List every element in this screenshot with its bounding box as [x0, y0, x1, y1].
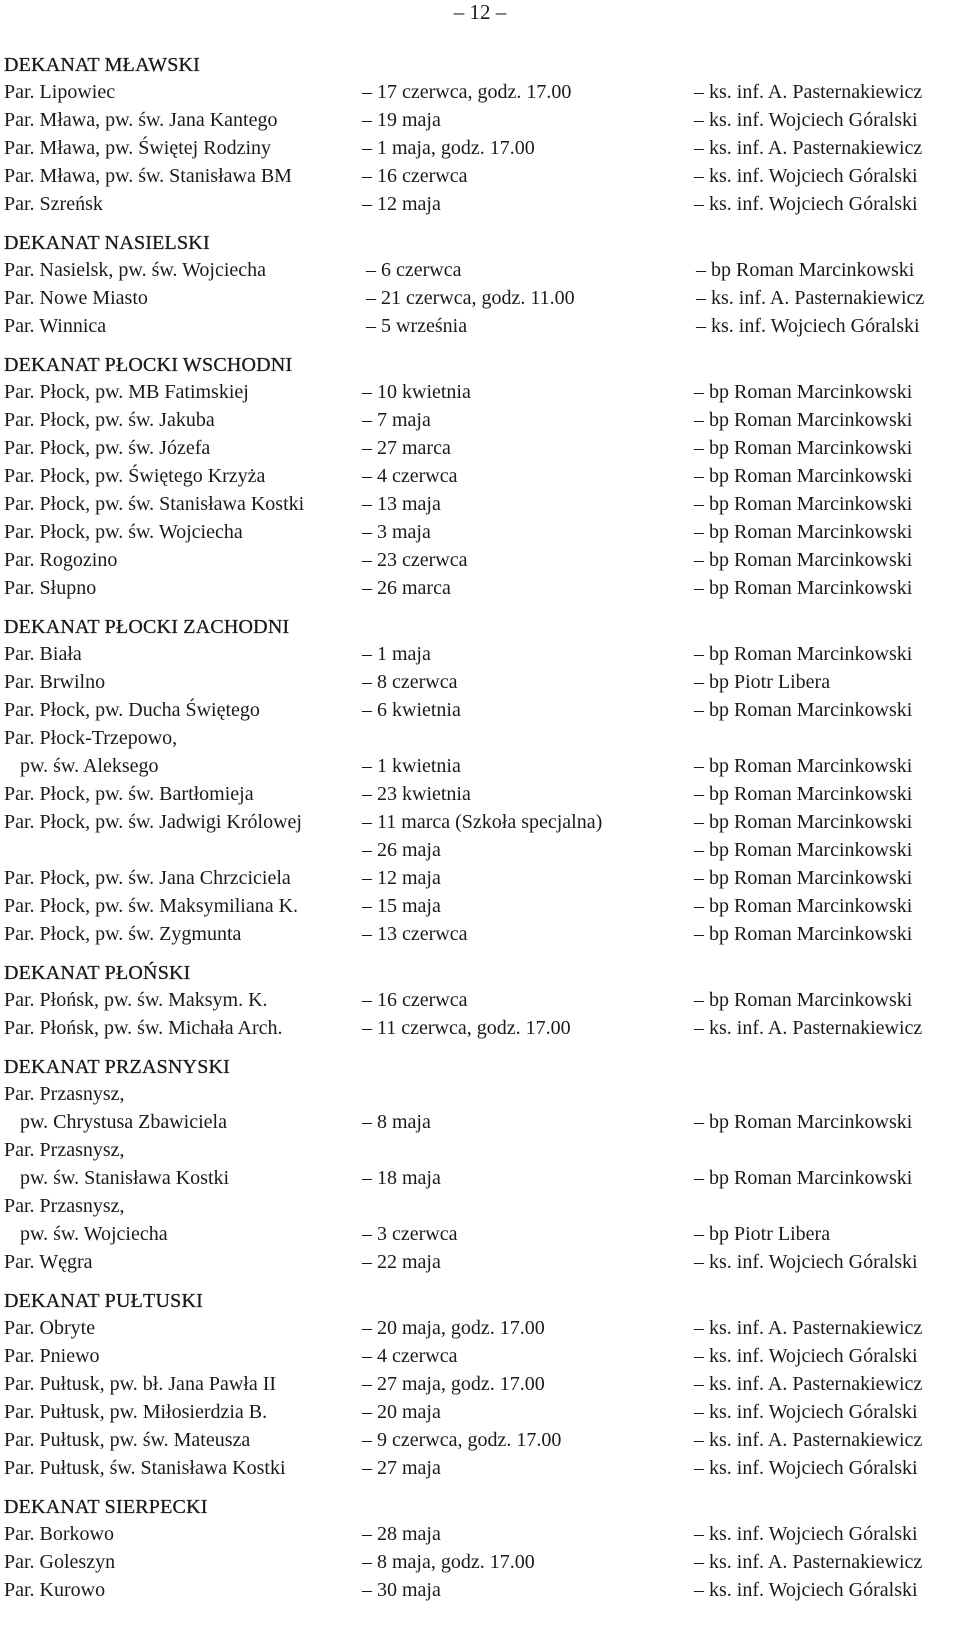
- celebrant-name: – ks. inf. Wojciech Góralski: [694, 109, 918, 131]
- celebrant-name: – ks. inf. A. Pasternakiewicz: [694, 1429, 923, 1451]
- confirmation-date: – 17 czerwca, godz. 17.00: [362, 81, 572, 103]
- parish-name: Par. Słupno: [4, 577, 97, 599]
- schedule-row: [4, 1370, 956, 1398]
- schedule-row: [4, 1164, 956, 1192]
- schedule-row: [4, 1548, 956, 1576]
- schedule-row: [4, 490, 956, 518]
- confirmation-date: – 27 maja, godz. 17.00: [362, 1373, 545, 1395]
- parish-name: Par. Płock, pw. Świętego Krzyża: [4, 465, 266, 487]
- page-number: – 12 –: [453, 0, 507, 24]
- deanery-title: DEKANAT PRZASNYSKI: [4, 1056, 231, 1078]
- schedule-row: [4, 1080, 956, 1108]
- deanery-section: [4, 52, 956, 218]
- schedule-row: [4, 892, 956, 920]
- celebrant-name: – ks. inf. A. Pasternakiewicz: [694, 1017, 923, 1039]
- confirmation-date: – 3 czerwca: [362, 1223, 458, 1245]
- deanery-title: DEKANAT PŁOCKI WSCHODNI: [4, 354, 293, 376]
- confirmation-date: – 13 maja: [362, 493, 441, 515]
- celebrant-name: – bp Roman Marcinkowski: [694, 549, 913, 571]
- parish-name: Par. Pułtusk, pw. bł. Jana Pawła II: [4, 1373, 277, 1395]
- celebrant-name: – bp Roman Marcinkowski: [694, 577, 913, 599]
- schedule-row: [4, 162, 956, 190]
- parish-name: Par. Mława, pw. św. Stanisława BM: [4, 165, 292, 187]
- schedule-list: [4, 52, 956, 1616]
- schedule-row: [4, 1248, 956, 1276]
- celebrant-name: – ks. inf. Wojciech Góralski: [694, 1251, 918, 1273]
- confirmation-date: – 4 czerwca: [362, 1345, 458, 1367]
- confirmation-date: – 4 czerwca: [362, 465, 458, 487]
- schedule-row: [4, 1136, 956, 1164]
- parish-name: Par. Pułtusk, pw. św. Mateusza: [4, 1429, 251, 1451]
- confirmation-date: – 12 maja: [362, 193, 441, 215]
- celebrant-name: – bp Roman Marcinkowski: [694, 923, 913, 945]
- schedule-row: [4, 574, 956, 602]
- celebrant-name: – bp Roman Marcinkowski: [694, 895, 913, 917]
- schedule-row: [4, 1454, 956, 1482]
- confirmation-date: – 16 czerwca: [362, 165, 468, 187]
- schedule-row: [4, 696, 956, 724]
- parish-name: Par. Szreńsk: [4, 193, 103, 215]
- celebrant-name: – ks. inf. A. Pasternakiewicz: [694, 1373, 923, 1395]
- confirmation-date: – 10 kwietnia: [362, 381, 471, 403]
- parish-name: Par. Płock, pw. św. Zygmunta: [4, 923, 242, 945]
- schedule-row: [4, 1108, 956, 1136]
- deanery-title: DEKANAT PŁOCKI ZACHODNI: [4, 616, 290, 638]
- parish-name: pw. św. Wojciecha: [20, 1223, 168, 1245]
- parish-name: Par. Przasnysz,: [4, 1195, 125, 1217]
- schedule-row: [4, 1398, 956, 1426]
- schedule-row: [4, 462, 956, 490]
- schedule-row: [4, 106, 956, 134]
- parish-name: Par. Płock, pw. św. Jakuba: [4, 409, 215, 431]
- parish-name: Par. Płock, pw. św. Józefa: [4, 437, 211, 459]
- confirmation-date: – 13 czerwca: [362, 923, 468, 945]
- schedule-row: [4, 518, 956, 546]
- parish-name: Par. Płock, pw. MB Fatimskiej: [4, 381, 249, 403]
- schedule-row: [4, 1576, 956, 1604]
- schedule-row: [4, 836, 956, 864]
- schedule-row: [4, 1342, 956, 1370]
- schedule-row: [4, 378, 956, 406]
- celebrant-name: – ks. inf. A. Pasternakiewicz: [694, 81, 923, 103]
- confirmation-date: – 11 marca (Szkoła specjalna): [362, 811, 603, 833]
- parish-name: Par. Nowe Miasto: [4, 287, 148, 309]
- confirmation-date: – 6 kwietnia: [362, 699, 461, 721]
- celebrant-name: – ks. inf. Wojciech Góralski: [694, 1457, 918, 1479]
- schedule-row: [4, 406, 956, 434]
- parish-name: Par. Mława, pw. św. Jana Kantego: [4, 109, 278, 131]
- parish-name: pw. Chrystusa Zbawiciela: [20, 1111, 227, 1133]
- schedule-row: [4, 752, 956, 780]
- confirmation-date: – 1 maja: [362, 643, 431, 665]
- celebrant-name: – bp Piotr Libera: [694, 1223, 831, 1245]
- celebrant-name: – bp Roman Marcinkowski: [694, 465, 913, 487]
- celebrant-name: – bp Roman Marcinkowski: [694, 811, 913, 833]
- confirmation-date: – 5 września: [366, 315, 468, 337]
- parish-name: Par. Przasnysz,: [4, 1083, 125, 1105]
- schedule-row: [4, 920, 956, 948]
- schedule-row: [4, 434, 956, 462]
- confirmation-date: – 21 czerwca, godz. 11.00: [366, 287, 575, 309]
- deanery-section: [4, 1494, 956, 1604]
- celebrant-name: – ks. inf. Wojciech Góralski: [694, 1345, 918, 1367]
- confirmation-date: – 1 maja, godz. 17.00: [362, 137, 535, 159]
- schedule-row: [4, 864, 956, 892]
- parish-name: Par. Płock, pw. Ducha Świętego: [4, 699, 260, 721]
- parish-name: Par. Płońsk, pw. św. Michała Arch.: [4, 1017, 283, 1039]
- schedule-row: [4, 1192, 956, 1220]
- schedule-row: [4, 312, 956, 340]
- parish-name: Par. Goleszyn: [4, 1551, 116, 1573]
- schedule-row: [4, 986, 956, 1014]
- parish-name: Par. Pułtusk, pw. Miłosierdzia B.: [4, 1401, 268, 1423]
- confirmation-date: – 15 maja: [362, 895, 441, 917]
- parish-name: Par. Płońsk, pw. św. Maksym. K.: [4, 989, 268, 1011]
- confirmation-date: – 20 maja, godz. 17.00: [362, 1317, 545, 1339]
- parish-name: Par. Borkowo: [4, 1523, 114, 1545]
- celebrant-name: – bp Roman Marcinkowski: [694, 381, 913, 403]
- celebrant-name: – ks. inf. A. Pasternakiewicz: [694, 1551, 923, 1573]
- confirmation-date: – 23 kwietnia: [362, 783, 471, 805]
- deanery-section: [4, 614, 956, 948]
- parish-name: Par. Brwilno: [4, 671, 106, 693]
- parish-name: Par. Płock-Trzepowo,: [4, 727, 178, 749]
- schedule-row: [4, 1520, 956, 1548]
- schedule-row: [4, 78, 956, 106]
- deanery-section: [4, 1054, 956, 1276]
- confirmation-date: – 19 maja: [362, 109, 441, 131]
- deanery-title: DEKANAT SIERPECKI: [4, 1496, 208, 1518]
- parish-name: Par. Nasielsk, pw. św. Wojciecha: [4, 259, 267, 281]
- celebrant-name: – bp Piotr Libera: [694, 671, 831, 693]
- parish-name: pw. św. Aleksego: [20, 755, 159, 777]
- celebrant-name: – bp Roman Marcinkowski: [694, 755, 913, 777]
- celebrant-name: – bp Roman Marcinkowski: [696, 259, 915, 281]
- celebrant-name: – bp Roman Marcinkowski: [694, 409, 913, 431]
- celebrant-name: – ks. inf. Wojciech Góralski: [694, 1523, 918, 1545]
- parish-name: Par. Mława, pw. Świętej Rodziny: [4, 137, 272, 159]
- parish-name: Par. Biała: [4, 643, 82, 665]
- celebrant-name: – bp Roman Marcinkowski: [694, 783, 913, 805]
- deanery-title: DEKANAT PUŁTUSKI: [4, 1290, 203, 1312]
- schedule-row: [4, 1426, 956, 1454]
- confirmation-date: – 30 maja: [362, 1579, 441, 1601]
- schedule-row: [4, 546, 956, 574]
- parish-name: Par. Lipowiec: [4, 81, 116, 103]
- confirmation-date: – 27 maja: [362, 1457, 441, 1479]
- confirmation-date: – 12 maja: [362, 867, 441, 889]
- deanery-title: DEKANAT MŁAWSKI: [4, 54, 201, 76]
- celebrant-name: – ks. inf. Wojciech Góralski: [694, 193, 918, 215]
- schedule-row: [4, 668, 956, 696]
- confirmation-date: – 22 maja: [362, 1251, 441, 1273]
- parish-name: Par. Płock, pw. św. Maksymiliana K.: [4, 895, 299, 917]
- schedule-row: [4, 284, 956, 312]
- confirmation-date: – 28 maja: [362, 1523, 441, 1545]
- schedule-row: [4, 256, 956, 284]
- confirmation-date: – 9 czerwca, godz. 17.00: [362, 1429, 562, 1451]
- confirmation-date: – 11 czerwca, godz. 17.00: [362, 1017, 571, 1039]
- celebrant-name: – ks. inf. A. Pasternakiewicz: [696, 287, 925, 309]
- confirmation-date: – 23 czerwca: [362, 549, 468, 571]
- celebrant-name: – ks. inf. Wojciech Góralski: [694, 1579, 918, 1601]
- confirmation-date: – 8 czerwca: [362, 671, 458, 693]
- parish-name: Par. Płock, pw. św. Bartłomieja: [4, 783, 254, 805]
- parish-name: Par. Płock, pw. św. Wojciecha: [4, 521, 243, 543]
- parish-name: Par. Pułtusk, św. Stanisława Kostki: [4, 1457, 286, 1479]
- celebrant-name: – bp Roman Marcinkowski: [694, 643, 913, 665]
- schedule-row: [4, 1014, 956, 1042]
- celebrant-name: – bp Roman Marcinkowski: [694, 1111, 913, 1133]
- celebrant-name: – bp Roman Marcinkowski: [694, 1167, 913, 1189]
- celebrant-name: – bp Roman Marcinkowski: [694, 839, 913, 861]
- celebrant-name: – ks. inf. Wojciech Góralski: [694, 165, 918, 187]
- celebrant-name: – ks. inf. A. Pasternakiewicz: [694, 137, 923, 159]
- confirmation-date: – 27 marca: [362, 437, 451, 459]
- celebrant-name: – ks. inf. Wojciech Góralski: [696, 315, 920, 337]
- schedule-row: [4, 808, 956, 836]
- confirmation-date: – 16 czerwca: [362, 989, 468, 1011]
- celebrant-name: – bp Roman Marcinkowski: [694, 437, 913, 459]
- deanery-title: DEKANAT NASIELSKI: [4, 232, 210, 254]
- schedule-row: [4, 134, 956, 162]
- parish-name: Par. Rogozino: [4, 549, 118, 571]
- confirmation-date: – 20 maja: [362, 1401, 441, 1423]
- schedule-row: [4, 780, 956, 808]
- celebrant-name: – bp Roman Marcinkowski: [694, 521, 913, 543]
- deanery-section: [4, 352, 956, 602]
- parish-name: Par. Przasnysz,: [4, 1139, 125, 1161]
- schedule-row: [4, 1314, 956, 1342]
- celebrant-name: – bp Roman Marcinkowski: [694, 493, 913, 515]
- deanery-section: [4, 960, 956, 1042]
- parish-name: Par. Płock, pw. św. Stanisława Kostki: [4, 493, 305, 515]
- celebrant-name: – bp Roman Marcinkowski: [694, 989, 913, 1011]
- schedule-row: [4, 640, 956, 668]
- parish-name: Par. Obryte: [4, 1317, 96, 1339]
- parish-name: Par. Kurowo: [4, 1579, 106, 1601]
- schedule-row: [4, 724, 956, 752]
- celebrant-name: – ks. inf. A. Pasternakiewicz: [694, 1317, 923, 1339]
- schedule-row: [4, 190, 956, 218]
- confirmation-date: – 26 maja: [362, 839, 441, 861]
- deanery-section: [4, 1288, 956, 1482]
- celebrant-name: – bp Roman Marcinkowski: [694, 867, 913, 889]
- schedule-row: [4, 1220, 956, 1248]
- confirmation-date: – 3 maja: [362, 521, 431, 543]
- confirmation-date: – 8 maja, godz. 17.00: [362, 1551, 535, 1573]
- confirmation-date: – 8 maja: [362, 1111, 431, 1133]
- parish-name: Par. Węgra: [4, 1251, 93, 1273]
- parish-name: Par. Pniewo: [4, 1345, 100, 1367]
- confirmation-date: – 6 czerwca: [366, 259, 462, 281]
- parish-name: Par. Płock, pw. św. Jana Chrzciciela: [4, 867, 291, 889]
- parish-name: Par. Płock, pw. św. Jadwigi Królowej: [4, 811, 302, 833]
- deanery-title: DEKANAT PŁOŃSKI: [4, 962, 191, 984]
- celebrant-name: – bp Roman Marcinkowski: [694, 699, 913, 721]
- confirmation-date: – 7 maja: [362, 409, 431, 431]
- confirmation-date: – 26 marca: [362, 577, 451, 599]
- celebrant-name: – ks. inf. Wojciech Góralski: [694, 1401, 918, 1423]
- confirmation-date: – 18 maja: [362, 1167, 441, 1189]
- confirmation-date: – 1 kwietnia: [362, 755, 461, 777]
- parish-name: pw. św. Stanisława Kostki: [20, 1167, 230, 1189]
- deanery-section: [4, 230, 956, 340]
- parish-name: Par. Winnica: [4, 315, 107, 337]
